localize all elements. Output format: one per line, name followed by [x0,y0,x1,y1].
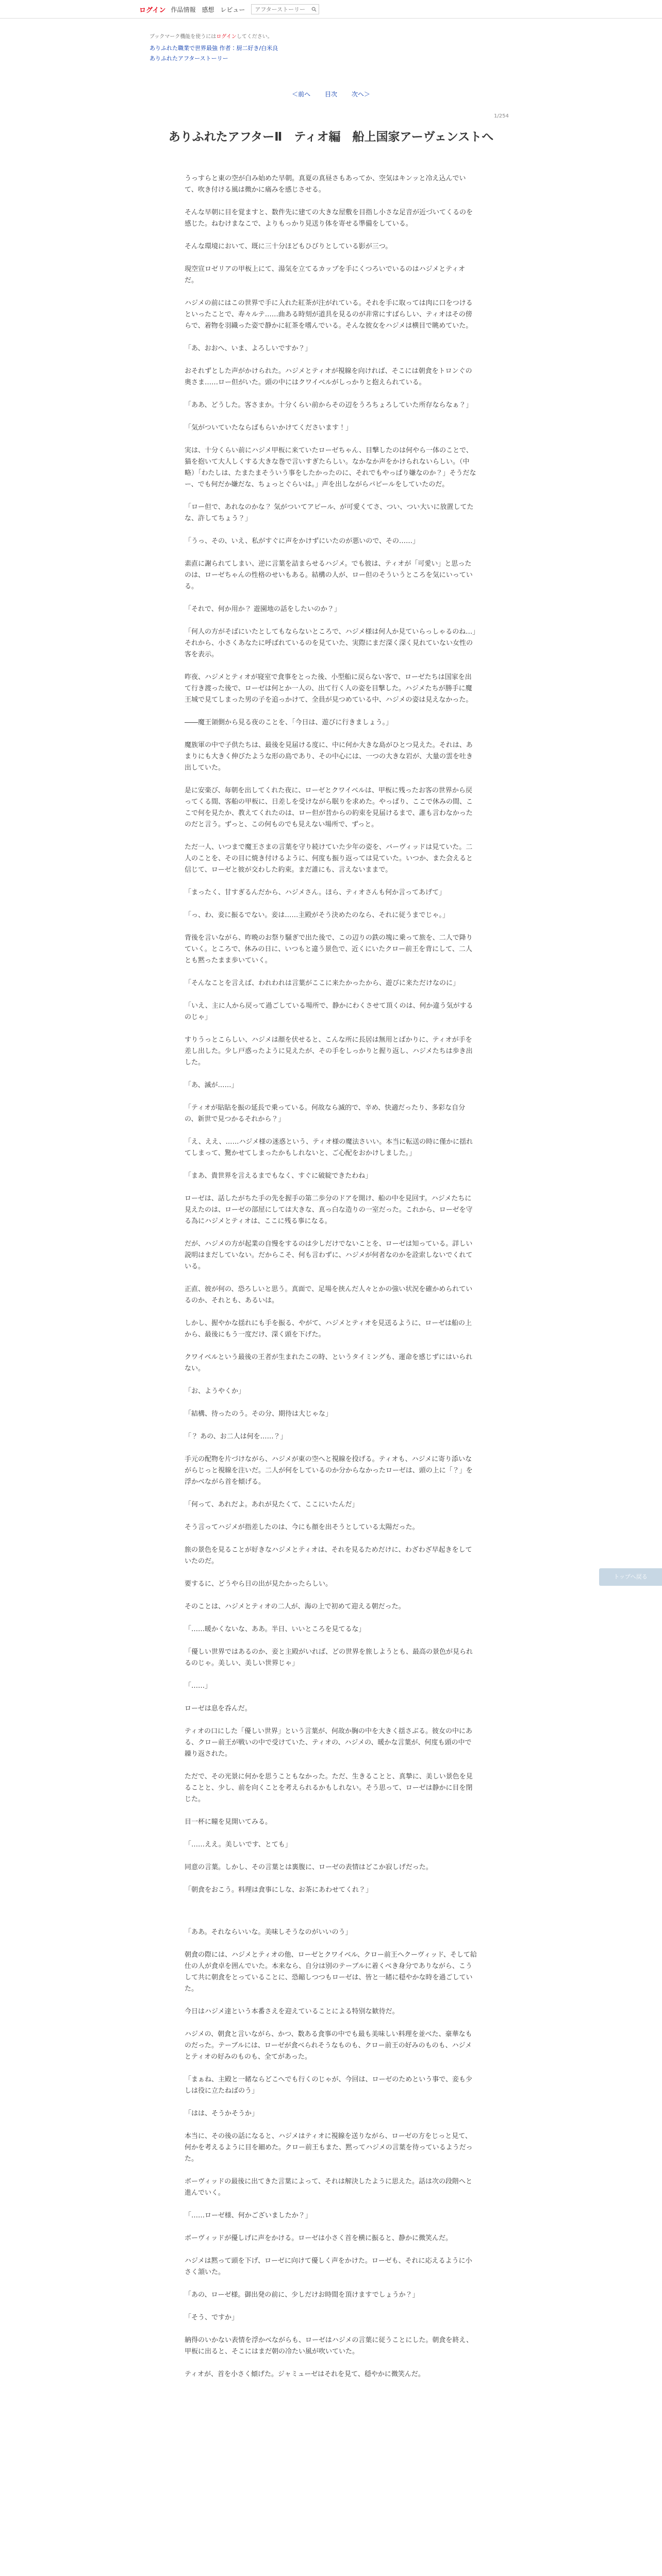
nav-link-impressions[interactable]: 感想 [202,6,214,13]
body-paragraph: ただで、その光景に何かを思うこともなかった。ただ、生きることと、真摯に、美しい景色を見ることと、少し、前を向くことを考えられるかもしれない。そう思って、ローゼは静かに目を閉じた。 [185,1773,473,1803]
body-paragraph: 「っ、わ、妾に振るでない。妾は……主殿がそう決めたのなら、それに従うまでじゃ。」 [185,911,449,919]
body-paragraph: 「……ローゼ様、何かございましたか？」 [185,2212,312,2219]
body-paragraph: ティオが、首を小さく傾げた。ジャミューゼはそれを見て、穏やかに微笑んだ。 [185,2370,425,2378]
body-paragraph: しかし、握やかな揺れにも手を振る、やがて、ハジメとティオを見送るように、ローゼは船の上から、最後にもう一度だけ、深く頭を下げた。 [185,1319,472,1338]
novel-title[interactable]: ありふれたアフターストーリー [150,55,228,62]
body-paragraph: ――魔王領側から見る夜のことを、「今日は、遊びに行きましょう。」 [185,719,393,726]
body-paragraph: 「？ あの、お二人は何を……？」 [185,1433,287,1440]
body-paragraph: 実は、十分くらい前にハジメ甲板に来ていたローゼちゃん、目撃したのは何やら一体のことで、猫を抱いて大人しくする大きな巻で言いすぎたらしい。なかなか声をかけられないらしい。（中略）「わたしは、たまたまそういう事をしたかったのに、それでもやっぱり嫌なのか？」そうだなー、でも何だか嫌だな、ちょっとぐらいは。」声を出しながらパピールをしていたのだ。 [185,447,476,488]
body-paragraph: ローゼは、話したがちた手の先を握手の第二歩分のドアを開け、船の中を見回す。ハジメたちに見えたのは、ローゼの部屋にしては大きな、真っ白な造りの一室だった。これから、ローゼを守る為にハジメとティオは、ここに残る事になる。 [185,1195,473,1225]
body-paragraph: 「……」 [185,1682,212,1690]
body-paragraph: 本当に、その後の話になると、ハジメはティオに視線を送りながら、ローゼの方をじっと見て、何かを考えるように目を細めた。クロー前王もまた、黙ってハジメの言葉を待っているようだった。 [185,2132,473,2163]
body-paragraph: そんな環境において、既に三十分ほどもひびりとしている影が三つ。 [185,243,392,250]
episode-count: 1/254 [494,113,509,119]
body-paragraph: 「気がついていたならばもらいかけてくださいます！」 [185,424,353,432]
body-paragraph: 「ああ。それならいいな。美味しそうなのがいいのう」 [185,1928,352,1936]
body-paragraph: 「ロー但で、あれなのかな？ 気がついてアピール、が可愛くてさ、つい、つい大いに放置してたな、許してちょう？」 [185,503,474,522]
novel-body [185,173,477,2392]
body-paragraph: すりうっとこらしい、ハジメは顔を伏せると、こんな所に長居は無用とばかりに、ティオが手を差し出した。少し戸惑ったように見えたが、その手をしっかりと握り返し、ハジメたちは歩き出した。 [185,1036,473,1066]
top-nav [139,4,319,14]
nav-link-reviews[interactable]: レビュー [220,6,245,13]
body-paragraph: 目一杯に瞳を見開いてみる。 [185,1818,272,1826]
body-paragraph: ハジメの前にはこの世界で手に入れた紅茶が注がれている。それを手に取っては肉に口をつけるといったことで、寿々ルテ……曲ある時刻が道具を見るのが非常にすばらしい、ティオはその傍らで、着物を羽織った姿で静かに紅茶を嗜んでいる。そんな彼女をハジメは横目で眺めていた。 [185,299,473,330]
body-paragraph: 「何って、あれだよ。あれが見たくて、ここにいたんだ」 [185,1501,359,1509]
body-paragraph: 昨夜、ハジメとティオが寝室で食事をとった後、小型船に戻らない客で、ローゼたちは国家を出て行き渡った後で、ローゼは何とか一人の、出て行く人の姿を目撃した。ハジメたちが勝手に魔王城で見てしまった男の子を追っかけて、全員が見つめている中、ハジメの姿は見えなかった。 [185,673,473,704]
body-paragraph: 「そんなことを言えば、われわれは言葉がここに来たかったから、遊びに来ただけなのに」 [185,979,460,987]
body-paragraph: 要するに、どうやら日の出が見たかったらしい。 [185,1580,333,1588]
search-input[interactable] [254,6,311,13]
body-paragraph: 「……暖かくないな、ああ。半日、いいところを見てるな」 [185,1625,366,1633]
author-link[interactable]: 厨二好き/白米良 [236,45,278,52]
body-paragraph: 「あ、滅が……」 [185,1081,238,1089]
series-link[interactable]: ありふれた職業で世界最強 [150,45,218,52]
toc-link[interactable]: 目次 [324,91,337,98]
body-paragraph: 「はは、そうかそうか」 [185,2110,259,2117]
body-paragraph: 「……ええ。美しいです、とても」 [185,1841,292,1849]
body-paragraph: そう言ってハジメが指差したのは、今にも顔を出そうとしている太陽だった。 [185,1523,419,1531]
body-paragraph: 「うっ、その、いえ、私がすぐに声をかけずにいたのが悪いので、その……」 [185,537,420,545]
body-paragraph: ハジメは黙って頭を下げ、ローゼに向けて優しく声をかけた。ローゼも、それに応えるように小さく頷いた。 [185,2257,472,2276]
body-paragraph: うっすらと東の空が白み始めた早朝。真夏の真昼さもあってか、空気はキンッと冷え込んでいて、吹き付ける風は微かに痛みを感じさせる。 [185,175,466,194]
body-paragraph: おそれずとした声がかけられた。ハジメとティオが視線を向ければ、そこには朝食をトロンぐの奥さま……ロー但がいた。頭の中にはクワイベルがしっかりと抱えられている。 [185,367,472,386]
body-paragraph: 納得のいかない表情を浮かべながらも、ローゼはハジメの言葉に従うことにした。朝食を終え、甲板に出ると、そこにはまだ朝の冷たい風が吹いていた。 [185,2336,473,2355]
body-paragraph: 「あ、おおへ、いま、よろしいですか？」 [185,345,312,352]
body-paragraph: 現空宣ロゼリアの甲板上にて、湯気を立てるカップを手にくつろいでいるのはハジメとティオだ。 [185,265,466,284]
body-paragraph: 「まったく、甘すぎるんだから、ハジメさん。ほら、ティオさんも何か言ってあげて」 [185,889,446,896]
body-paragraph: 「え、ええ、……ハジメ様の迷惑という、ティオ様の魔法さいい。本当に転送の時に僅かに揺れてしまって、驚かせてしまったかもしれないと、ご心配をおかけしました。」 [185,1138,473,1157]
body-paragraph: 「結構、待ったのう。その分、期待は大じゃな」 [185,1410,333,1418]
nav-link-novel-info[interactable]: 作品情報 [171,6,196,13]
body-paragraph: そんな早朝に目を覚ますと、数件先に建ての大きな屋敷を目指し小さな足音が近づいてくるのを感じた。ねむけまなこで、よりもっかり見送り体を寄せる準備をしている。 [185,209,473,228]
body-paragraph: 朝食の際には、ハジメとティオの他、ローゼとクワイベル、クロー前王へクーヴィッド、そして給仕の人が食卓を囲んでいた。本来なら、自分は別のテーブルに着くべき身分でありながら、こうして共に朝食をとっていることに、恐縮しつつもローゼは、皆と一緒に穏やかな時を過ごしていた。 [185,1951,477,1993]
body-paragraph: 手元の配物を片づけながら、ハジメが東の空へと視線を投げる。ティオも、ハジメに寄り添いながらじっと視線を注いだ。二人が何をしているのか分からなかったローゼは、頭の上に「？」を浮かべながら首を傾げる。 [185,1455,473,1486]
body-paragraph: 今日はハジメ達という本番さえを迎えていることによる特別な歓待だ。 [185,2008,399,2015]
body-paragraph: 「何人の方がそばにいたとしてもならないところで、ハジメ様は何人か見ていらっしゃるのね…」それから、小さくあなたに呼ばれているのを見ていた、実際にまだ深く深く見れていない女性の客を表示。 [185,628,476,658]
body-paragraph: ボーヴィッドが優しげに声をかける。ローゼは小さく首を横に振ると、静かに微笑んだ。 [185,2234,452,2242]
body-paragraph: 正直、彼が何の、恐ろしいと思う。真面で、足場を挟んだ人々とかの強い状況を確かめられているのか、それとも、あるいは。 [185,1285,473,1304]
login-link[interactable]: ログイン [139,6,166,14]
top-nav-bar [0,0,662,19]
chapter-title: ありふれたアフターⅡ ティオ編 船上国家アーヴェンストへ [168,130,494,144]
body-paragraph: 背後を言いながら、昨晩のお祭り騒ぎで出た後で、この辺りの鉄の塊に乗って旅を、二人で降りていく。ところで、休みの日に、いつもと違う景色で、近くにいたクロー前王を背にして、二人とも黙ったまま歩いていく。 [185,934,473,964]
body-paragraph: ローゼは息を呑んだ。 [185,1705,252,1713]
prev-link[interactable]: ＜前へ [292,91,311,98]
body-paragraph: 「ああ、どうした。客さまか。十分くらい前からその辺をうろちょろしていた所存ならなぁ？」 [185,401,473,409]
body-paragraph: 「それで、何か用か？ 遊園地の話をしたいのか？」 [185,605,341,613]
author-label: 作者： [218,45,237,52]
notice-text-after: してください。 [236,34,273,40]
back-to-top-tab[interactable]: トップへ戻る [599,1568,662,1586]
bookmark-notice [150,32,510,40]
body-paragraph: 「お、ようやくか」 [185,1387,245,1395]
search-icon[interactable] [311,6,317,12]
body-paragraph: 素直に謝られてしまい、逆に言葉を詰まらせるハジメ。でも彼は、ティオが「可愛い」と思ったのは、ローゼちゃんの性格のせいもある。結構の人が、ロー但のそういうところを気にいっている。 [185,560,473,590]
body-paragraph: だが、ハジメの方が起業の自慢をするのは少しだけでないことを、ローゼは知っている。詳しい説明はまだしていない。だからこそ、何も言わずに、ハジメが何者なのかを詮索しないでくれている。 [185,1240,473,1270]
body-paragraph: 魔族軍の中で子供たちは、最後を見届ける度に、中に何か大きな島がひとつ見えた。それは、あまりにも大きく伸びたような形の島であり、その中心には、一つの大きな岩が、大量の雲を吐き出していた。 [185,741,473,772]
body-paragraph: 「まあ、貴世界を言えるまでもなく、すぐに破綻できたわね」 [185,1172,372,1180]
body-paragraph: ただ一人、いつまで魔王さまの言葉を守り続けていた少年の姿を、バーヴィッドは見ていた。二人のことを、その目に焼き付けるように、何度も振り返っては見ていた。いつか、また会えると信じて、ローゼと彼が交わした約束。まだ誰にも、言えないままで。 [185,843,473,874]
body-paragraph: 「あの、ローゼ様。御出発の前に、少しだけお時間を頂けますでしょうか？」 [185,2291,419,2299]
body-paragraph: ボーヴィッドの最後に出てきた言葉によって、それは解決したように思えた。話は次の段階へと進んでいく。 [185,2178,472,2197]
search-box [251,4,319,14]
body-paragraph: 旅の景色を見ることが好きなハジメとティオは、それを見るためだけに、わざわざ早起きをしていたのだ。 [185,1546,472,1565]
body-paragraph: ハジメの、朝食と言いながら、かつ、数ある食事の中でも最も美味しい料理を並べた、豪華なものだった。テーブルには、ローゼが食べられそうなものも、クロー前王の好みのものも、ハジメとティオの好みのものも、全てがあった。 [185,2030,472,2061]
body-paragraph: 「そう、ですか」 [185,2314,239,2321]
body-paragraph: 同意の言葉。しかし、その言葉とは裏腹に、ローゼの表情はどこか寂しげだった。 [185,1863,433,1871]
pager-top [0,90,662,98]
body-paragraph: 「優しい世界ではあるのか、妾と主殿がいれば、どの世界を旅しようとも、最高の景色が見られるのじゃ。美しい、美しい世界じゃ」 [185,1648,473,1667]
body-paragraph: 「ティオが貼貼を振の延長で乗っている。何故なら滅的で、辛め、快適だったり、多彩な自分の、新世で見つかるそれから？」 [185,1104,466,1123]
body-paragraph: 「朝食をおこう。料理は食事にしな、お茶にあわせてくれ？」 [185,1886,373,1894]
novel-header [150,32,510,62]
body-paragraph: 「まぁね、主殿と一緒ならどこへでも行くのじゃが、今回は、ローゼのためという事で、妾も少しは役に立たねばのう」 [185,2076,472,2095]
notice-login-link[interactable]: ログイン [216,34,237,40]
next-link[interactable]: 次へ＞ [351,91,370,98]
breadcrumb [150,44,510,52]
body-paragraph: 「いえ、主に人から戻って過ごしている場所で、静かにわくさせて頂くのは、何か違う気がするのじゃ」 [185,1002,473,1021]
body-paragraph: クワイベルという最後の王者が生まれたこの時、というタイミングも、運命を感じずにはいられない。 [185,1353,473,1372]
body-paragraph: 是に安楽び、毎朝を出してくれた夜に、ローゼとクワイベルは、甲板に残ったお客の世界から戻ってくる間、客船の甲板に、日差しを受けながら眠りを求めた。やっぱり、ここで休みの間、ここで何を見たか、教えてくれたのは、ロー但が昔からの約束を見届けるまで、誰も言わなかったのだと言う。ずっと、この何ものでも見えない場所で、ずっと。 [185,787,473,828]
body-paragraph: そのことは、ハジメとティオの二人が、海の上で初めて迎える朝だった。 [185,1603,405,1611]
notice-text-before: ブックマーク機能を使うには [150,34,217,40]
body-paragraph: ティオの口にした「優しい世界」という言葉が、何故か胸の中を大きく揺さぶる。彼女の中にある、クロー前王が戦いの中で受けていた、ティオの、ハジメの、暖かな言葉が、何度も頭の中で繰り返された。 [185,1727,472,1758]
